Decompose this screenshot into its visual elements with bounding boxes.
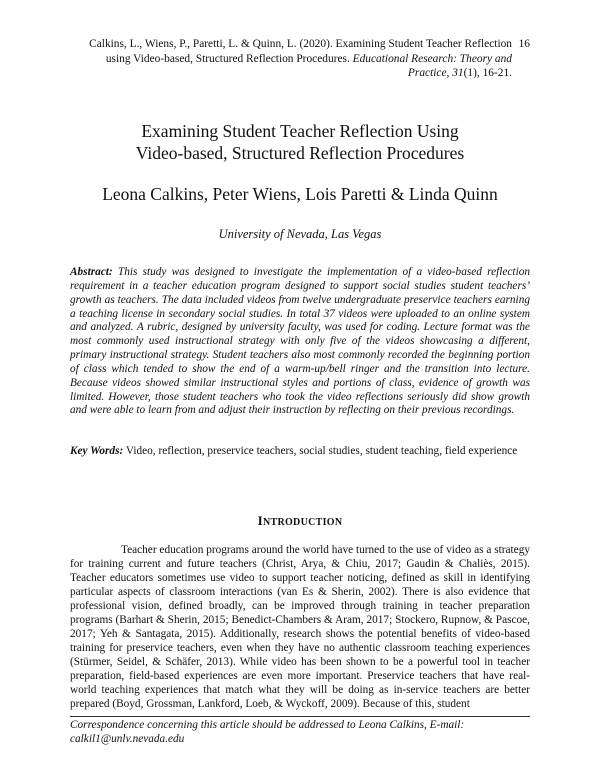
section-heading-rest: NTRODUCTION [262, 517, 343, 528]
citation-text: Calkins, L., Wiens, P., Paretti, L. & Quinn, L. (2020). Examining Student Teacher Reflection [89, 38, 512, 50]
correspondence-footnote [70, 719, 530, 746]
section-heading-introduction [60, 513, 540, 529]
footnote-line-1: Correspondence concerning this article should be addressed to Leona Calkins, E-mail: [70, 719, 465, 731]
affiliation: University of Nevada, Las Vegas [218, 227, 382, 241]
journal-name: Educational Research: Theory and Practice, 31 [352, 52, 512, 79]
title-line-1: Examining Student Teacher Reflection Using [141, 121, 459, 141]
keywords [70, 445, 530, 459]
introduction-paragraph: Teacher education programs around the world have turned to the use of video as a strategy for training current and future teachers (Christ, Arya, & Chiu, 2017; Gaudin & Chaliès, 2015). Teacher educators sometimes use video to support teacher noticing, defined as skill in identifying particular aspects of classroom interactions (van Es & Sherin, 2002). There is also evidence that professional vision, defined broadly, can be improved through training in teacher preparation programs (Barhart & Sherin, 2015; Benedict-Chambers & Aram, 2017; Stockero, Rupnow, & Pascoe, 2017; Yeh & Santagata, 2015). Additionally, research shows the potential benefits of video-based training for preservice teachers, even when they have no authentic classroom teaching experiences (Stürmer, Seidel, & Schäfer, 2013). While video has been shown to be a powerful tool in teacher preparation, field-based experiences are even more important. Preservice teachers that have real-world teaching experiences that match what they will be doing as in-service teachers are better prepared (Boyd, Grossman, Lankford, Loeb, & Wyckoff, 2009). Because of this, student [70, 544, 530, 710]
keywords-label: Key Words: [70, 445, 124, 457]
page-number: 16 [518, 38, 530, 50]
abstract [70, 266, 530, 418]
citation-header [70, 37, 530, 81]
title-line-2: Video-based, Structured Reflection Procedures [135, 143, 465, 163]
keywords-text: Video, reflection, preservice teachers, social studies, student teaching, field experience [125, 445, 518, 457]
abstract-text: This study was designed to investigate the implementation of a video-based reflection requirement in a teacher education program designed to support social studies student teachers’ growth as teachers. The data included videos from twelve undergraduate preservice teachers earning a teaching license in secondary social studies. In total 37 videos were uploaded to an online system and analyzed. A rubric, designed by university faculty, was used for coding. Lecture format was the most commonly used instructional strategy with only five of the videos showcasing a different, primary instructional strategy. Student teachers also most commonly recorded the beginning portion of class which tended to show the end of a warm-up/bell ringer and the transition into lecture. Because videos showed similar instructional styles and portions of class, evidence of growth was limited. However, those student teachers who took the video reflections seriously did show growth and were able to learn from and adjust their instruction by reflecting on their previous recordings. [70, 266, 530, 417]
footnote-email: calkil1@unlv.nevada.edu [70, 732, 185, 745]
issue-pages: (1), 16-21. [463, 67, 512, 79]
citation-title-cont: using Video-based, Structured Reflection Procedures. [105, 52, 353, 65]
footnote-divider [70, 716, 530, 717]
citation-line-1 [70, 37, 530, 52]
paper-title [60, 120, 540, 164]
author-list: Leona Calkins, Peter Wiens, Lois Paretti & Linda Quinn [102, 184, 498, 204]
abstract-label: Abstract: [70, 266, 113, 278]
citation-line-2 [70, 52, 530, 81]
section-heading-initial: I [257, 513, 263, 528]
